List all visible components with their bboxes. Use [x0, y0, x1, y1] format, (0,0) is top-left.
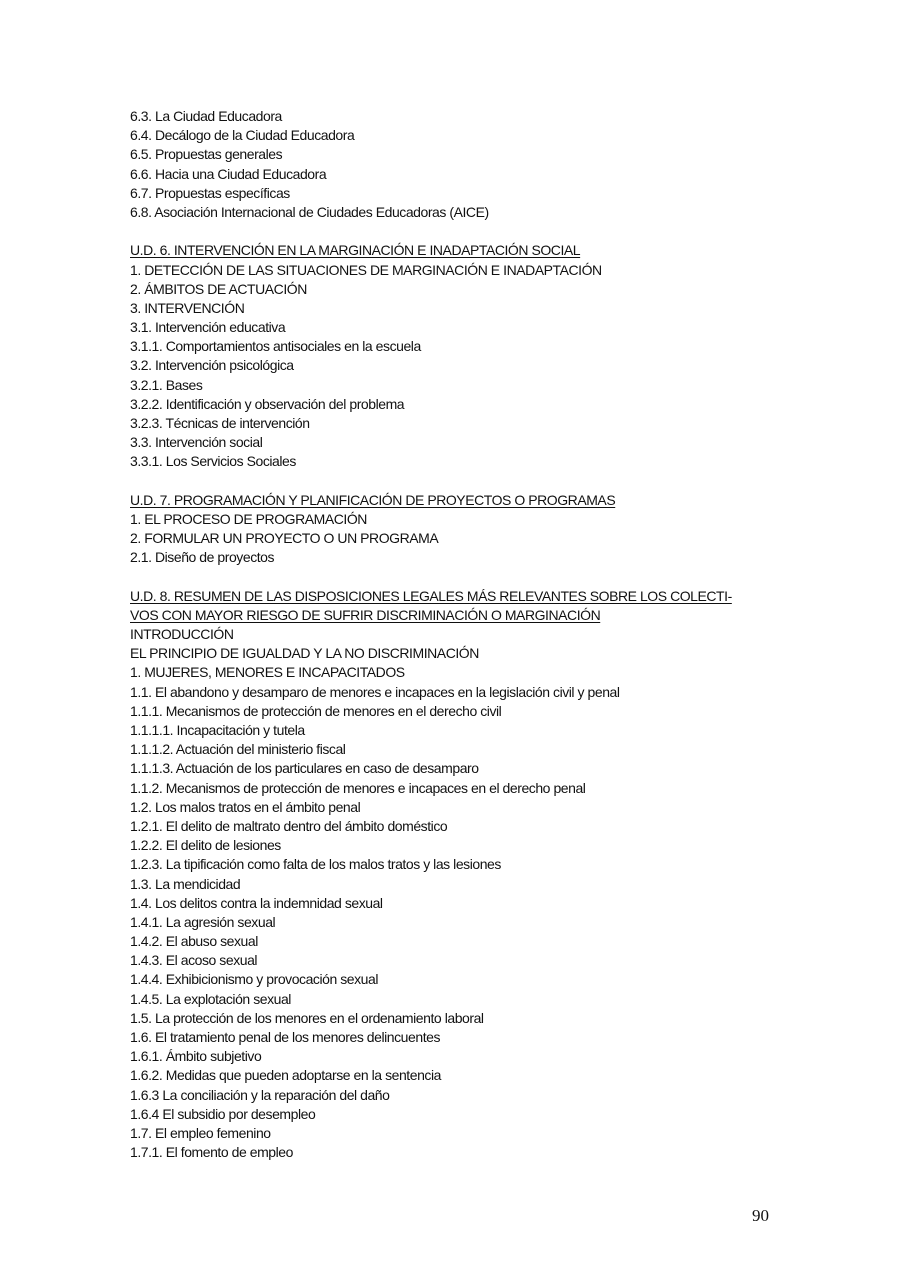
toc-entry: 3. INTERVENCIÓN: [130, 299, 245, 316]
toc-entry: 1.1.2. Mecanismos de protección de menores e incapaces en el derecho penal: [130, 779, 586, 796]
toc-entry: 1.4.4. Exhibicionismo y provocación sexual: [130, 971, 379, 988]
toc-entry: 6.5. Propuestas generales: [130, 146, 283, 163]
toc-entry: 1.2. Los malos tratos en el ámbito penal: [130, 798, 361, 815]
section-heading: U.D. 8. RESUMEN DE LAS DISPOSICIONES LEGALES MÁS RELEVANTES SOBRE LOS COLECTI-: [130, 587, 732, 604]
toc-entry: 2. ÁMBITOS DE ACTUACIÓN: [130, 280, 307, 297]
toc-entry: 1.6.1. Ámbito subjetivo: [130, 1048, 262, 1065]
toc-entry: 6.3. La Ciudad Educadora: [130, 108, 282, 124]
toc-entry: 1.4.5. La explotación sexual: [130, 990, 291, 1007]
toc-entry: 1.7. El empleo femenino: [130, 1124, 271, 1141]
toc-entry: 1.2.3. La tipificación como falta de los malos tratos y las lesiones: [130, 856, 501, 873]
toc-entry: 6.6. Hacia una Ciudad Educadora: [130, 165, 327, 182]
toc-entry: 3.2.3. Técnicas de intervención: [130, 415, 310, 431]
section-ud5-tail: [130, 107, 750, 222]
toc-entry: 1.4.2. El abuso sexual: [130, 933, 258, 950]
toc-entry: 1. MUJERES, MENORES E INCAPACITADOS: [130, 664, 405, 681]
section-gap: [130, 472, 750, 491]
toc-entry: 3.1. Intervención educativa: [130, 319, 286, 336]
toc-entry: 1.2.1. El delito de maltrato dentro del ámbito doméstico: [130, 817, 448, 834]
toc-entry: 1.1.1. Mecanismos de protección de menores en el derecho civil: [130, 702, 502, 719]
section-heading: U.D. 7. PROGRAMACIÓN Y PLANIFICACIÓN DE PROYECTOS O PROGRAMAS: [130, 491, 616, 508]
toc-entry: 1.1. El abandono y desamparo de menores e incapaces en la legislación civil y penal: [130, 683, 620, 700]
toc-entry: 3.2.1. Bases: [130, 376, 203, 393]
toc-entry: 1.2.2. El delito de lesiones: [130, 837, 281, 854]
section-ud8: [130, 587, 750, 1163]
toc-entry: 1.6. El tratamiento penal de los menores delincuentes: [130, 1029, 441, 1045]
section-ud7: [130, 491, 750, 568]
toc-entry: 1.6.2. Medidas que pueden adoptarse en la sentencia: [130, 1067, 441, 1084]
toc-entry: INTRODUCCIÓN: [130, 626, 234, 643]
toc-entry: 1. EL PROCESO DE PROGRAMACIÓN: [130, 510, 367, 527]
section-gap: [130, 568, 750, 587]
toc-entry: 1.7.1. El fomento de empleo: [130, 1144, 293, 1161]
table-of-contents: [130, 107, 750, 1162]
toc-entry: 1.1.1.2. Actuación del ministerio fiscal: [130, 741, 346, 758]
toc-entry: 3.1.1. Comportamientos antisociales en la escuela: [130, 338, 421, 355]
toc-entry: 1.1.1.1. Incapacitación y tutela: [130, 722, 305, 738]
toc-entry: 3.3.1. Los Servicios Sociales: [130, 453, 296, 470]
toc-entry: 1.4. Los delitos contra la indemnidad sexual: [130, 894, 383, 911]
toc-entry: 1.4.1. La agresión sexual: [130, 913, 276, 930]
toc-entry: 6.8. Asociación Internacional de Ciudades Educadoras (AICE): [130, 203, 489, 220]
toc-entry: 6.4. Decálogo de la Ciudad Educadora: [130, 127, 355, 144]
toc-entry: 3.2. Intervención psicológica: [130, 357, 294, 374]
toc-entry: 1.6.3 La conciliación y la reparación del daño: [130, 1086, 390, 1103]
toc-entry: 1.3. La mendicidad: [130, 875, 241, 892]
toc-entry: 1.1.1.3. Actuación de los particulares en caso de desamparo: [130, 760, 479, 777]
toc-entry: 3.3. Intervención social: [130, 434, 263, 451]
toc-entry: EL PRINCIPIO DE IGUALDAD Y LA NO DISCRIMINACIÓN: [130, 645, 479, 662]
toc-entry: 2.1. Diseño de proyectos: [130, 549, 275, 566]
section-heading: VOS CON MAYOR RIESGO DE SUFRIR DISCRIMINACIÓN O MARGINACIÓN: [130, 606, 601, 623]
toc-entry: 1.5. La protección de los menores en el ordenamiento laboral: [130, 1009, 484, 1026]
toc-entry: 2. FORMULAR UN PROYECTO O UN PROGRAMA: [130, 530, 439, 547]
toc-entry: 3.2.2. Identificación y observación del problema: [130, 395, 405, 412]
section-ud6: [130, 241, 750, 471]
page-number: 90: [752, 1206, 769, 1225]
toc-entry: 1. DETECCIÓN DE LAS SITUACIONES DE MARGINACIÓN E INADAPTACIÓN: [130, 261, 602, 278]
toc-entry: 1.4.3. El acoso sexual: [130, 952, 258, 969]
section-gap: [130, 222, 750, 241]
section-heading: U.D. 6. INTERVENCIÓN EN LA MARGINACIÓN E INADAPTACIÓN SOCIAL: [130, 242, 581, 259]
toc-entry: 1.6.4 El subsidio por desempleo: [130, 1105, 316, 1122]
toc-entry: 6.7. Propuestas específicas: [130, 184, 290, 201]
